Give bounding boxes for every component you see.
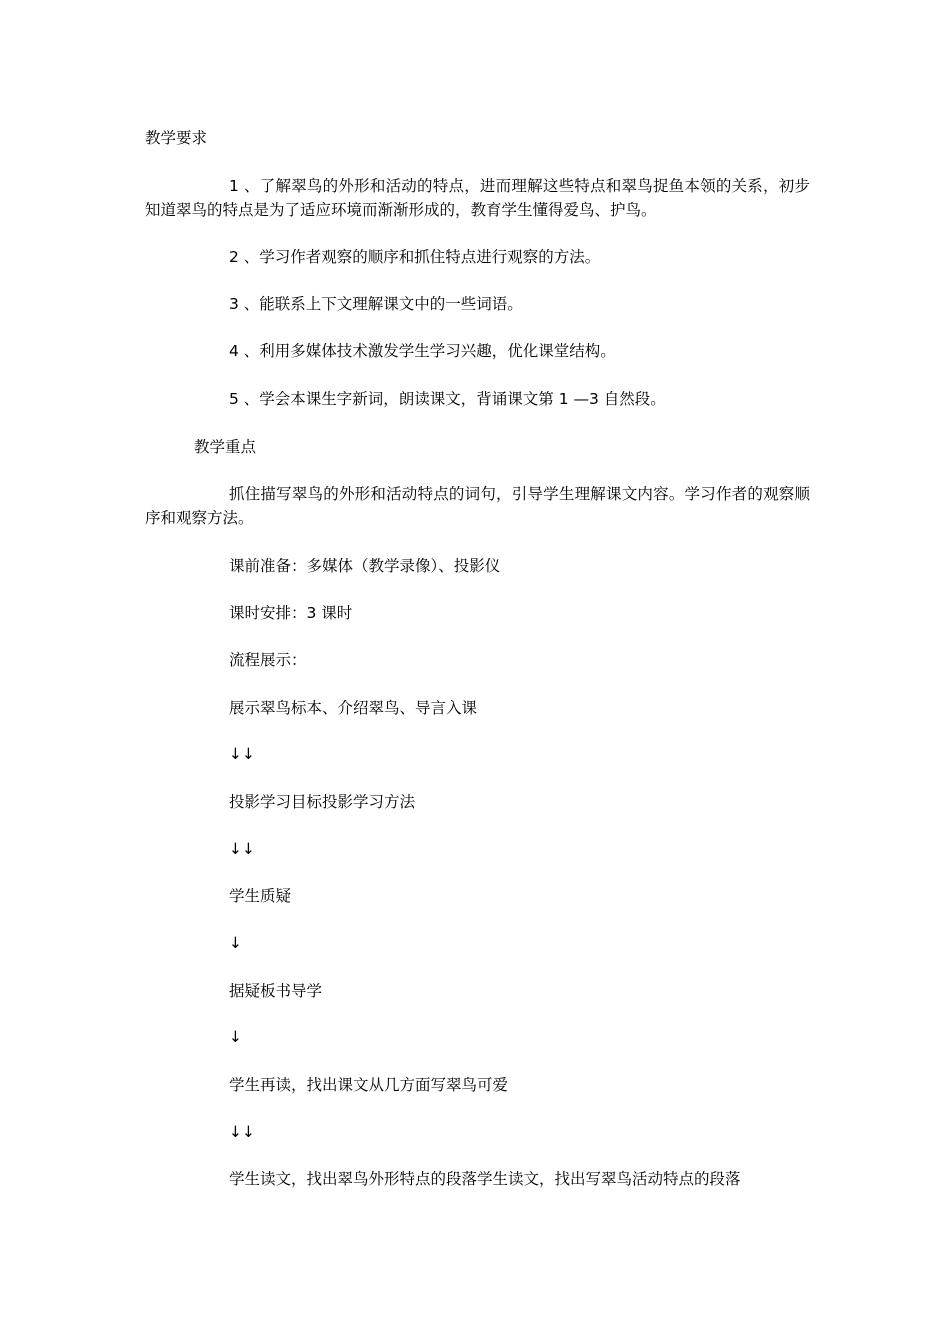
requirement-item-4: 4 、利用多媒体技术激发学生学习兴趣，优化课堂结构。: [229, 342, 616, 360]
flow-step-2: 投影学习目标投影学习方法: [229, 793, 416, 811]
requirement-item-2: 2 、学习作者观察的顺序和抓住特点进行观察的方法。: [229, 248, 601, 266]
flow-arrow-4: ↓: [229, 1028, 242, 1046]
requirement-item-1: 1 、了解翠鸟的外形和活动的特点，进而理解这些特点和翠鸟捉鱼本领的关系，初步知道翠鸟的特点是为了适应环境而渐渐形成的，教育学生懂得爱鸟、护鸟。: [145, 177, 810, 219]
flow-step-6: 学生读文，找出翠鸟外形特点的段落学生读文，找出写翠鸟活动特点的段落: [229, 1170, 741, 1188]
flow-step-3: 学生质疑: [229, 887, 292, 905]
focus-paragraph: 抓住描写翠鸟的外形和活动特点的词句，引导学生理解课文内容。学习作者的观察顺序和观察方法。: [145, 485, 810, 527]
preparation-line: 课前准备：多媒体（教学录像）、投影仪: [229, 557, 501, 575]
section-heading-focus: 教学重点: [194, 438, 257, 456]
requirement-item-3: 3 、能联系上下文理解课文中的一些词语。: [229, 295, 523, 313]
flow-step-5: 学生再读，找出课文从几方面写翠鸟可爱: [229, 1076, 509, 1094]
flow-arrow-2: ↓↓: [229, 840, 255, 858]
flow-arrow-3: ↓: [229, 934, 242, 952]
schedule-line: 课时安排：3 课时: [229, 604, 353, 622]
section-heading-requirements: 教学要求: [145, 129, 208, 147]
flow-arrow-1: ↓↓: [229, 745, 255, 763]
flow-step-4: 据疑板书导学: [229, 982, 323, 1000]
flow-label: 流程展示：: [229, 651, 307, 669]
flow-arrow-5: ↓↓: [229, 1123, 255, 1141]
requirement-item-5: 5 、学会本课生字新词，朗读课文，背诵课文第 1 —3 自然段。: [229, 390, 666, 408]
flow-step-1: 展示翠鸟标本、介绍翠鸟、导言入课: [229, 699, 478, 717]
